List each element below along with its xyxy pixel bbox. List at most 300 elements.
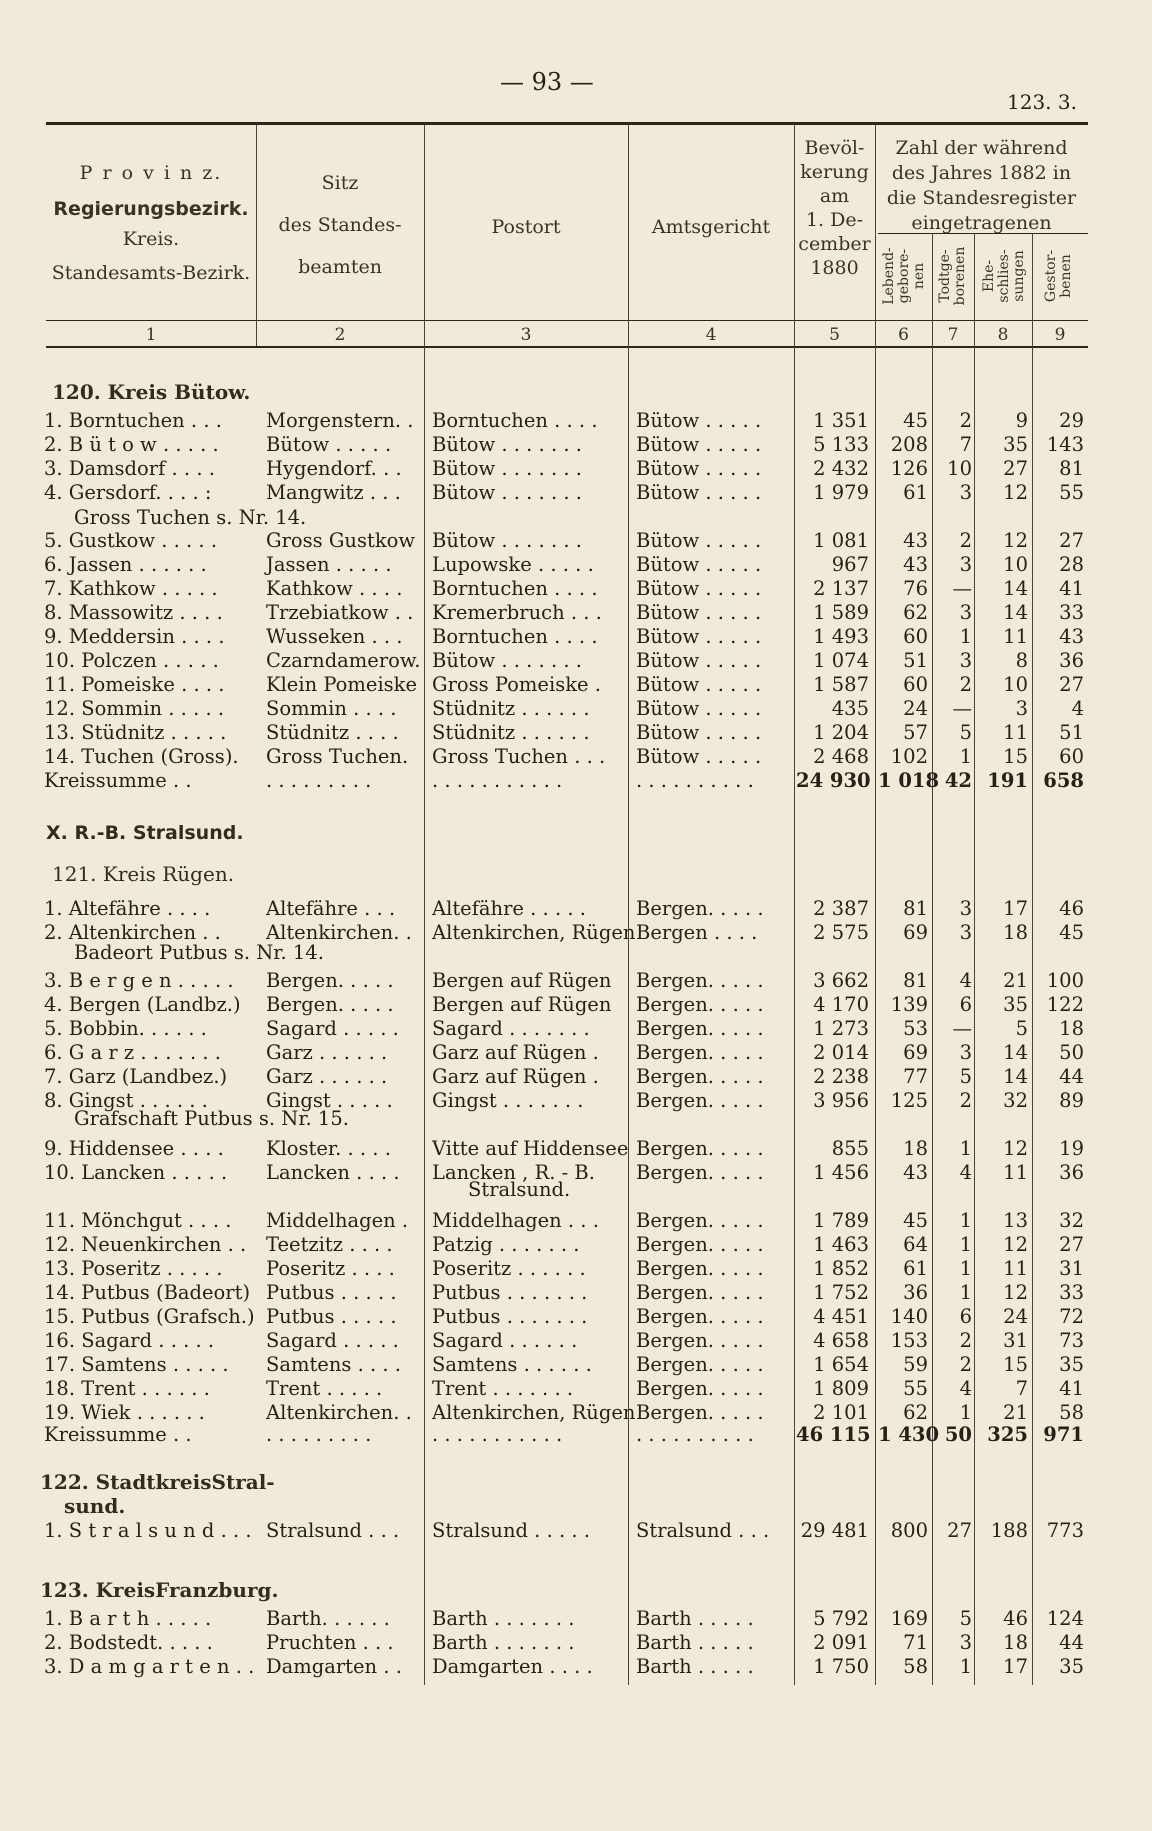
cell-col-8: 32 <box>1003 1089 1028 1112</box>
cell-col-3: Trent . . . . . . . <box>432 1377 574 1400</box>
table-row <box>0 994 1152 1016</box>
cell-col-9: 58 <box>1059 1401 1084 1424</box>
cell-col-7: 2 <box>959 1353 972 1376</box>
cell-col-9: 971 <box>1043 1423 1084 1446</box>
table-row <box>0 746 1152 768</box>
cell-col-3: . . . . . . . . . . . <box>432 769 563 792</box>
cell-col-8: 11 <box>1003 625 1028 648</box>
cross-reference-note: Badeort Putbus s. Nr. 14. <box>74 941 324 964</box>
cell-col-1: 2. B ü t o w . . . . . <box>44 433 219 456</box>
cell-col-2: Trzebiatkow . . <box>266 601 414 624</box>
cell-col-6: 71 <box>903 1631 928 1654</box>
cell-col-2: Samtens . . . . <box>266 1353 402 1376</box>
cell-col-9: 50 <box>1059 1041 1084 1064</box>
cell-col-8: 14 <box>1003 1065 1028 1088</box>
cell-col-2: Garz . . . . . . <box>266 1041 388 1064</box>
cell-col-5: 3 956 <box>813 1089 869 1112</box>
cell-col-2: Barth. . . . . . <box>266 1607 390 1630</box>
cell-col-5: 1 456 <box>813 1161 869 1184</box>
cell-col-9: 4 <box>1071 697 1084 720</box>
table-row <box>0 1402 1152 1424</box>
cell-col-1: 6. Jassen . . . . . . <box>44 553 207 576</box>
cell-col-1: 11. Mönchgut . . . . <box>44 1209 232 1232</box>
cell-col-4: Bergen. . . . . <box>636 1257 764 1280</box>
cell-col-7: 2 <box>959 1329 972 1352</box>
cell-col-1: 1. Altefähre . . . . <box>44 897 211 920</box>
cell-col-8: 12 <box>1003 529 1028 552</box>
cell-col-6: 77 <box>903 1065 928 1088</box>
cell-col-5: 1 789 <box>813 1209 869 1232</box>
table-row <box>0 434 1152 456</box>
cell-col-3: Barth . . . . . . . <box>432 1607 575 1630</box>
cell-col-2: Altefähre . . . <box>266 897 396 920</box>
cell-col-2: Teetzitz . . . . <box>266 1233 393 1256</box>
cell-col-7: 1 <box>959 1209 972 1232</box>
cell-col-5: 1 750 <box>813 1655 869 1678</box>
cell-col-7: 1 <box>959 625 972 648</box>
cell-col-8: 8 <box>1015 649 1028 672</box>
top-rule <box>46 122 1088 125</box>
cell-col-8: 18 <box>1003 921 1028 944</box>
cell-col-6: 43 <box>903 1161 928 1184</box>
cell-col-6: 59 <box>903 1353 928 1376</box>
cell-col-3: Damgarten . . . . <box>432 1655 593 1678</box>
cell-col-8: 188 <box>990 1519 1028 1542</box>
cell-col-9: 124 <box>1046 1607 1084 1630</box>
cell-col-5: 435 <box>831 697 869 720</box>
cell-col-5: 1 204 <box>813 721 869 744</box>
cell-col-9: 27 <box>1059 673 1084 696</box>
cell-col-2: Czarndamerow. <box>266 649 421 672</box>
column-number: 6 <box>898 325 909 345</box>
cell-col-6: 45 <box>903 1209 928 1232</box>
cell-col-2: Pruchten . . . <box>266 1631 394 1654</box>
table-row <box>0 1608 1152 1630</box>
cell-col-1: 14. Tuchen (Gross). <box>44 745 239 768</box>
table-row <box>0 458 1152 480</box>
cell-col-3: Bergen auf Rügen <box>432 969 612 992</box>
cell-col-6: 800 <box>890 1519 928 1542</box>
cell-col-2: Putbus . . . . . <box>266 1281 397 1304</box>
cell-col-5: 1 273 <box>813 1017 869 1040</box>
cell-col-6: 126 <box>890 457 928 480</box>
cell-col-2: Hygendorf. . . <box>266 457 402 480</box>
cell-col-9: 36 <box>1059 1161 1084 1184</box>
cell-col-9: 89 <box>1059 1089 1084 1112</box>
table-row <box>0 1162 1152 1184</box>
cell-col-3: Gross Pomeiske . <box>432 673 601 696</box>
cell-col-8: 12 <box>1003 1281 1028 1304</box>
cell-col-7: 4 <box>959 1377 972 1400</box>
cell-col-5: 2 014 <box>813 1041 869 1064</box>
cell-col-4: Bütow . . . . . <box>636 697 762 720</box>
cell-col-8: 46 <box>1003 1607 1028 1630</box>
cell-col-8: 12 <box>1003 1137 1028 1160</box>
cell-col-7: 2 <box>959 673 972 696</box>
table-row <box>0 1018 1152 1040</box>
cell-col-6: 57 <box>903 721 928 744</box>
cell-col-6: 36 <box>903 1281 928 1304</box>
cell-col-8: 13 <box>1003 1209 1028 1232</box>
cell-col-2: Putbus . . . . . <box>266 1305 397 1328</box>
cell-col-6: 45 <box>903 409 928 432</box>
cell-col-5: 5 133 <box>813 433 869 456</box>
cell-col-1: 8. Gingst . . . . . . <box>44 1089 208 1112</box>
table-row <box>0 1354 1152 1376</box>
column-number: 1 <box>145 325 157 345</box>
cell-col-8: 12 <box>1003 1233 1028 1256</box>
cell-col-4: Bergen. . . . . <box>636 1065 764 1088</box>
cell-col-5: 4 658 <box>813 1329 869 1352</box>
cell-col-6: 43 <box>903 529 928 552</box>
cell-col-8: 17 <box>1003 897 1028 920</box>
cell-col-9: 18 <box>1059 1017 1084 1040</box>
column-number: 2 <box>334 325 346 345</box>
sum-row <box>0 770 1152 792</box>
cell-col-1: 2. Bodstedt. . . . . <box>44 1631 213 1654</box>
cell-col-8: 14 <box>1003 1041 1028 1064</box>
cell-col-7: 3 <box>959 601 972 624</box>
cell-col-9: 143 <box>1046 433 1084 456</box>
subheader-lebendgeborene: Lebend- gebore- nen <box>881 247 927 305</box>
cell-col-8: 5 <box>1015 1017 1028 1040</box>
cell-col-4: Bergen. . . . . <box>636 1161 764 1184</box>
cell-col-7: 27 <box>947 1519 972 1542</box>
cell-col-4: Bütow . . . . . <box>636 625 762 648</box>
cell-col-9: 41 <box>1059 577 1084 600</box>
table-row <box>0 1282 1152 1304</box>
column-number: 7 <box>947 325 959 345</box>
cell-col-5: 2 432 <box>813 457 869 480</box>
cell-col-6: 69 <box>903 921 928 944</box>
table-row <box>0 1138 1152 1160</box>
table-row <box>0 554 1152 576</box>
column-number: 3 <box>520 325 532 345</box>
cell-col-7: 5 <box>959 721 972 744</box>
table-row <box>0 1090 1152 1112</box>
cell-col-4: Bergen. . . . . <box>636 993 764 1016</box>
cell-col-1: 7. Garz (Landbez.) <box>44 1065 228 1088</box>
cell-col-5: 1 074 <box>813 649 869 672</box>
subheader-gestorbene: Gestor- benen <box>1043 249 1074 303</box>
cell-col-2: Garz . . . . . . <box>266 1065 388 1088</box>
cell-col-1: 12. Sommin . . . . . <box>44 697 225 720</box>
cell-col-1: 1. S t r a l s u n d . . . <box>44 1519 252 1542</box>
cell-col-9: 51 <box>1059 721 1084 744</box>
cell-col-8: 17 <box>1003 1655 1028 1678</box>
cell-col-4: Bergen. . . . . <box>636 1137 764 1160</box>
cell-col-8: 21 <box>1003 969 1028 992</box>
cell-col-8: 11 <box>1003 721 1028 744</box>
section-heading: 123. KreisFranzburg. <box>40 1578 279 1602</box>
table-row <box>0 482 1152 504</box>
cell-col-2: Stralsund . . . <box>266 1519 400 1542</box>
cell-col-9: 773 <box>1046 1519 1084 1542</box>
cell-col-6: 62 <box>903 1401 928 1424</box>
cell-col-6: 81 <box>903 969 928 992</box>
cell-col-4: Barth . . . . . <box>636 1631 754 1654</box>
cell-col-6: 60 <box>903 673 928 696</box>
cell-col-5: 1 463 <box>813 1233 869 1256</box>
cross-reference-note: Gross Tuchen s. Nr. 14. <box>74 506 307 529</box>
cell-col-5: 2 091 <box>813 1631 869 1654</box>
cell-col-1: 7. Kathkow . . . . . <box>44 577 218 600</box>
cell-col-3: Stüdnitz . . . . . . <box>432 697 590 720</box>
cell-col-6: 61 <box>903 481 928 504</box>
table-row <box>0 1520 1152 1542</box>
cell-col-1: Kreissumme . . <box>44 769 192 792</box>
cell-col-4: Bergen. . . . . <box>636 1017 764 1040</box>
cell-col-3: Patzig . . . . . . . <box>432 1233 580 1256</box>
cell-col-9: 33 <box>1059 1281 1084 1304</box>
cell-col-4: Bütow . . . . . <box>636 577 762 600</box>
table-row <box>0 1378 1152 1400</box>
cell-col-7: 3 <box>959 921 972 944</box>
cell-col-5: 1 589 <box>813 601 869 624</box>
cell-col-3: Bütow . . . . . . . <box>432 649 582 672</box>
cell-col-1: 5. Gustkow . . . . . <box>44 529 218 552</box>
cell-col-4: Bergen. . . . . <box>636 1377 764 1400</box>
cell-col-9: 33 <box>1059 601 1084 624</box>
cell-col-7: 50 <box>944 1423 972 1446</box>
cell-col-4: Bütow . . . . . <box>636 409 762 432</box>
table-row <box>0 626 1152 648</box>
cell-col-1: 5. Bobbin. . . . . . <box>44 1017 207 1040</box>
cell-col-2: Mangwitz . . . <box>266 481 401 504</box>
cell-col-8: 15 <box>1003 1353 1028 1376</box>
cell-col-5: 1 081 <box>813 529 869 552</box>
cell-col-4: Bergen. . . . . <box>636 1041 764 1064</box>
cell-col-4: Bütow . . . . . <box>636 601 762 624</box>
cell-col-5: 1 493 <box>813 625 869 648</box>
cell-col-6: 1 018 <box>878 769 940 792</box>
cell-col-2: Sommin . . . . <box>266 697 397 720</box>
cell-col-1: 12. Neuenkirchen . . <box>44 1233 247 1256</box>
cell-col-6: 43 <box>903 553 928 576</box>
cell-col-1: 4. Bergen (Landbz.) <box>44 993 241 1016</box>
cell-col-6: 18 <box>903 1137 928 1160</box>
cell-col-2: . . . . . . . . . <box>266 1423 372 1446</box>
cell-col-9: 44 <box>1059 1065 1084 1088</box>
cell-col-1: Kreissumme . . <box>44 1423 192 1446</box>
cell-col-9: 31 <box>1059 1257 1084 1280</box>
cell-col-8: 21 <box>1003 1401 1028 1424</box>
cell-col-4: Bergen. . . . . <box>636 1353 764 1376</box>
cell-col-9: 100 <box>1046 969 1084 992</box>
cell-col-5: 1 852 <box>813 1257 869 1280</box>
cell-col-4: Bütow . . . . . <box>636 553 762 576</box>
table-row <box>0 602 1152 624</box>
cell-col-2: Sagard . . . . . <box>266 1017 399 1040</box>
cell-col-9: 19 <box>1059 1137 1084 1160</box>
header-col4: Amtsgericht <box>651 216 771 238</box>
cell-col-5: 967 <box>831 553 869 576</box>
cell-col-8: 15 <box>1003 745 1028 768</box>
cell-col-4: Bergen. . . . . <box>636 1329 764 1352</box>
cell-col-3: Sagard . . . . . . . <box>432 1017 590 1040</box>
cell-col-2: Gross Tuchen. <box>266 745 409 768</box>
cell-col-8: 14 <box>1003 601 1028 624</box>
table-row <box>0 1042 1152 1064</box>
cell-col-5: 46 115 <box>796 1423 871 1446</box>
cell-col-1: 14. Putbus (Badeort) <box>44 1281 251 1304</box>
cell-col-4: Bergen. . . . . <box>636 1281 764 1304</box>
cell-col-4: Bütow . . . . . <box>636 529 762 552</box>
cell-col-7: 6 <box>959 1305 972 1328</box>
cell-col-1: 3. D a m g a r t e n . . <box>44 1655 255 1678</box>
cell-col-5: 2 468 <box>813 745 869 768</box>
cell-col-2: Sagard . . . . . <box>266 1329 399 1352</box>
page-reference: 123. 3. <box>1007 90 1077 114</box>
cell-col-5: 1 587 <box>813 673 869 696</box>
header-col2: Sitz des Standes- beamten <box>278 172 402 278</box>
cell-col-8: 11 <box>1003 1161 1028 1184</box>
cell-col-3: Borntuchen . . . . <box>432 409 598 432</box>
cell-col-2: Poseritz . . . . <box>266 1257 395 1280</box>
cell-col-3: Garz auf Rügen . <box>432 1065 599 1088</box>
cell-col-8: 11 <box>1003 1257 1028 1280</box>
cell-col-1: 9. Meddersin . . . . <box>44 625 225 648</box>
cell-col-8: 10 <box>1003 553 1028 576</box>
cell-col-5: 2 575 <box>813 921 869 944</box>
sum-row <box>0 1424 1152 1446</box>
cell-col-4: Bütow . . . . . <box>636 457 762 480</box>
cell-col-4: Bergen. . . . . <box>636 1233 764 1256</box>
cell-col-5: 1 752 <box>813 1281 869 1304</box>
cell-col-6: 24 <box>903 697 928 720</box>
cell-col-2: Gingst . . . . . <box>266 1089 393 1112</box>
cell-col-2: Wusseken . . . <box>266 625 403 648</box>
cell-col-7: 2 <box>959 1089 972 1112</box>
column-number: 5 <box>829 325 840 345</box>
cell-col-7: 3 <box>959 897 972 920</box>
header-col1: P r o v i n z. Regierungsbezirk. Kreis. Standesamts-Bezirk. <box>51 162 251 284</box>
section-heading: 120. Kreis Bütow. <box>52 380 251 404</box>
cell-col-1: 17. Samtens . . . . . <box>44 1353 229 1376</box>
cell-col-6: 102 <box>890 745 928 768</box>
cell-col-3: Stralsund . . . . . <box>432 1519 590 1542</box>
cell-col-3: Middelhagen . . . <box>432 1209 599 1232</box>
cell-col-3: Bütow . . . . . . . <box>432 529 582 552</box>
cell-col-1: 4. Gersdorf. . . . : <box>44 481 212 504</box>
cell-col-2: Morgenstern. . <box>266 409 414 432</box>
cell-col-4: Bergen. . . . . <box>636 969 764 992</box>
cell-col-6: 62 <box>903 601 928 624</box>
cell-col-5: 1 654 <box>813 1353 869 1376</box>
cell-col-3: Gingst . . . . . . . <box>432 1089 584 1112</box>
cell-col-3: Vitte auf Hiddensee <box>432 1137 629 1160</box>
cell-col-3: Bütow . . . . . . . <box>432 481 582 504</box>
section-heading: 121. Kreis Rügen. <box>52 862 235 886</box>
cell-col-6: 60 <box>903 625 928 648</box>
cell-col-7: 1 <box>959 1257 972 1280</box>
cell-col-4: Bütow . . . . . <box>636 649 762 672</box>
cell-col-5: 1 351 <box>813 409 869 432</box>
cell-col-9: 46 <box>1059 897 1084 920</box>
table-row <box>0 1632 1152 1654</box>
cell-col-9: 35 <box>1059 1655 1084 1678</box>
cell-col-9: 60 <box>1059 745 1084 768</box>
cell-col-2: Jassen . . . . . <box>266 553 392 576</box>
cell-col-9: 658 <box>1043 769 1084 792</box>
cell-col-6: 76 <box>903 577 928 600</box>
cell-col-7: 6 <box>959 993 972 1016</box>
cell-col-5: 855 <box>831 1137 869 1160</box>
cell-col-5: 3 662 <box>813 969 869 992</box>
cell-col-3: Altefähre . . . . . <box>432 897 586 920</box>
cell-col-7: — <box>952 697 972 720</box>
cell-col-8: 10 <box>1003 673 1028 696</box>
cell-col-8: 7 <box>1015 1377 1028 1400</box>
cell-col-2: Middelhagen . <box>266 1209 409 1232</box>
cell-col-1: 6. G a r z . . . . . . . <box>44 1041 221 1064</box>
cell-col-7: 5 <box>959 1607 972 1630</box>
cell-col-4: Bergen. . . . . <box>636 1401 764 1424</box>
cell-col-9: 44 <box>1059 1631 1084 1654</box>
cell-col-1: 15. Putbus (Grafsch.) <box>44 1305 255 1328</box>
cell-col-9: 27 <box>1059 1233 1084 1256</box>
cell-col-4: . . . . . . . . . . <box>636 1423 754 1446</box>
cell-col-8: 35 <box>1003 993 1028 1016</box>
cell-col-5: 24 930 <box>796 769 871 792</box>
column-number: 4 <box>705 325 717 345</box>
cell-col-6: 169 <box>890 1607 928 1630</box>
cell-col-7: 3 <box>959 553 972 576</box>
cell-col-4: Bergen. . . . . <box>636 1305 764 1328</box>
table-row <box>0 578 1152 600</box>
table-row <box>0 1210 1152 1232</box>
cell-col-1: 10. Polczen . . . . . <box>44 649 219 672</box>
cell-col-6: 153 <box>890 1329 928 1352</box>
cell-col-8: 24 <box>1003 1305 1028 1328</box>
table-row <box>0 898 1152 920</box>
cell-col-5: 1 809 <box>813 1377 869 1400</box>
cell-col-4: . . . . . . . . . . <box>636 769 754 792</box>
section-heading: sund. <box>64 1494 126 1518</box>
cell-col-3: Samtens . . . . . . <box>432 1353 592 1376</box>
table-row <box>0 1234 1152 1256</box>
cell-col-3: Barth . . . . . . . <box>432 1631 575 1654</box>
cell-col-6: 61 <box>903 1257 928 1280</box>
cell-col-3: Stüdnitz . . . . . . <box>432 721 590 744</box>
cell-col-3: Lupowske . . . . . <box>432 553 594 576</box>
cell-col-1: 13. Poseritz . . . . . <box>44 1257 223 1280</box>
cell-col-3: Garz auf Rügen . <box>432 1041 599 1064</box>
cell-col-4: Barth . . . . . <box>636 1607 754 1630</box>
column-number: 9 <box>1054 325 1066 345</box>
cell-col-5: 2 238 <box>813 1065 869 1088</box>
table-row <box>0 1656 1152 1678</box>
cell-col-6: 139 <box>890 993 928 1016</box>
cell-col-7: 4 <box>959 1161 972 1184</box>
table-row <box>0 922 1152 944</box>
cell-col-6: 64 <box>903 1233 928 1256</box>
cell-col-4: Bütow . . . . . <box>636 721 762 744</box>
cell-col-8: 325 <box>987 1423 1028 1446</box>
table-row <box>0 1258 1152 1280</box>
subheader-todtgeborene: Todtge- borenen <box>937 246 968 306</box>
cell-col-4: Barth . . . . . <box>636 1655 754 1678</box>
cell-col-5: 2 101 <box>813 1401 869 1424</box>
cell-col-8: 35 <box>1003 433 1028 456</box>
cell-col-7: 7 <box>959 433 972 456</box>
cell-col-7: 3 <box>959 1041 972 1064</box>
cell-col-3: Borntuchen . . . . <box>432 577 598 600</box>
cell-col-6: 55 <box>903 1377 928 1400</box>
cell-col-3: Bütow . . . . . . . <box>432 457 582 480</box>
cell-col-5: 4 451 <box>813 1305 869 1328</box>
cell-col-7: 3 <box>959 481 972 504</box>
